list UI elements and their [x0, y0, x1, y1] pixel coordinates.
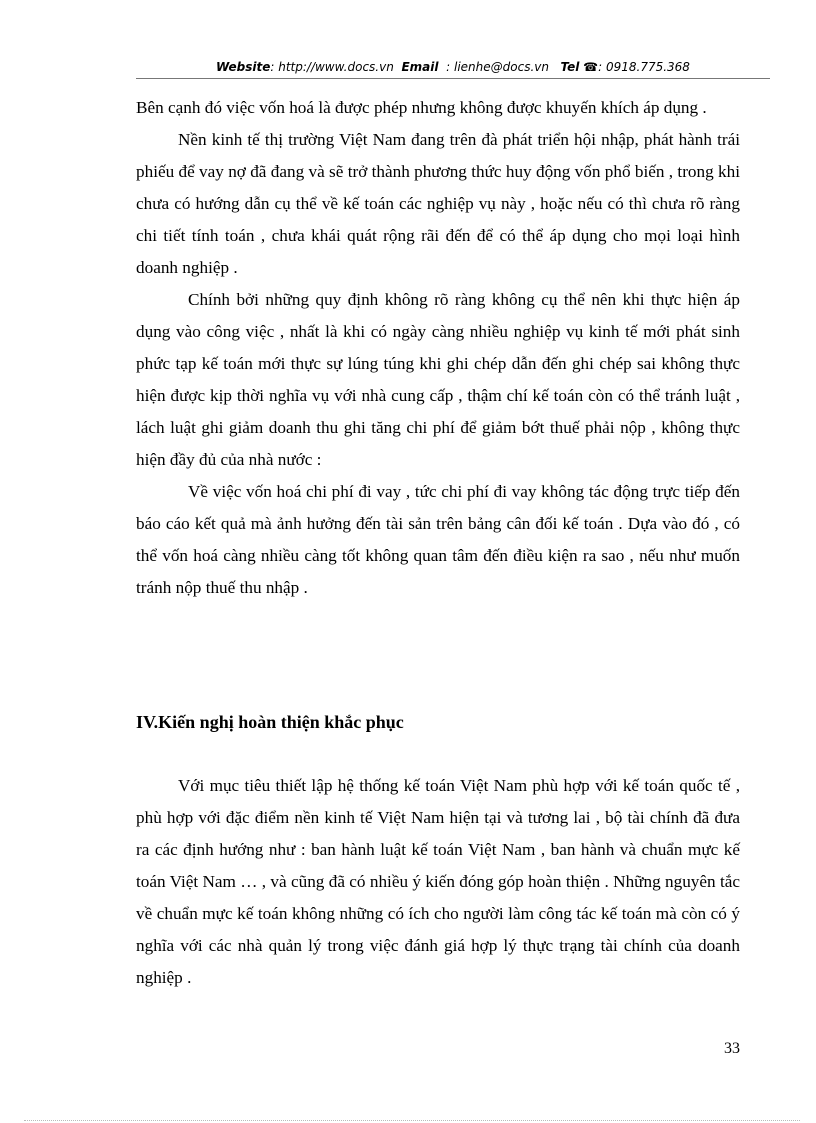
email-label: Email	[401, 60, 439, 74]
page-number: 33	[724, 1040, 740, 1057]
page-header	[136, 60, 770, 74]
paragraph-1: Bên cạnh đó việc vốn hoá là được phép nhưng không được khuyến khích áp dụng .	[136, 98, 707, 117]
tel-label: Tel	[560, 60, 580, 74]
telephone-icon: ☎	[583, 60, 599, 74]
paragraph-3: Chính bởi những quy định không rõ ràng không cụ thể nên khi thực hiện áp dụng vào công việc , nhất là khi có ngày càng nhiều nghiệp vụ kinh tế mới phát sinh phức tạp kế toán mới thực sự lúng túng khi ghi chép dẫn đến ghi chép sai không thực hiện được kịp thời nghĩa vụ với nhà cung cấp , thậm chí kế toán còn có thể tránh luật , lách luật ghi giảm doanh thu ghi tăng chi phí để giảm bớt thuế phải nộp , không thực hiện đầy đủ của nhà nước :	[136, 290, 740, 469]
section-heading: IV.Kiến nghị hoàn thiện khắc phục	[136, 712, 404, 732]
email-value: : lienhe@docs.vn	[446, 60, 549, 74]
body-text	[136, 92, 740, 604]
footer-divider	[24, 1120, 800, 1121]
tel-value: : 0918.775.368	[598, 60, 690, 74]
website-value: : http://www.docs.vn	[270, 60, 394, 74]
header-divider	[136, 78, 770, 79]
section-paragraph: Với mục tiêu thiết lập hệ thống kế toán Việt Nam phù hợp với kế toán quốc tế , phù hợp với đặc điểm nền kinh tế Việt Nam hiện tại và tương lai , bộ tài chính đã đưa ra các định hướng như : ban hành luật kế toán Việt Nam , ban hành và chuẩn mực kế toán Việt Nam … , và cũng đã có nhiều ý kiến đóng góp hoàn thiện . Những nguyên tắc về chuẩn mực kế toán không những có ích cho người làm công tác kế toán mà còn có ý nghĩa với các nhà quản lý trong việc đánh giá hợp lý thực trạng tài chính của doanh nghiệp .	[136, 776, 740, 987]
website-label: Website	[216, 60, 271, 74]
paragraph-4: Về việc vốn hoá chi phí đi vay , tức chi phí đi vay không tác động trực tiếp đến báo cáo kết quả mà ảnh hưởng đến tài sản trên bảng cân đối kế toán . Dựa vào đó , có thể vốn hoá càng nhiều càng tốt không quan tâm đến điều kiện ra sao , nếu như muốn tránh nộp thuế thu nhập .	[136, 482, 740, 597]
section-body	[136, 770, 740, 994]
paragraph-2: Nền kinh tế thị trường Việt Nam đang trên đà phát triển hội nhập, phát hành trái phiếu để vay nợ đã đang và sẽ trở thành phương thức huy động vốn phổ biến , trong khi chưa có hướng dẫn cụ thể về kế toán các nghiệp vụ này , hoặc nếu có thì chưa rõ ràng chi tiết tính toán , chưa khái quát rộng rãi đến để có thể áp dụng cho mọi loại hình doanh nghiệp .	[136, 130, 740, 277]
